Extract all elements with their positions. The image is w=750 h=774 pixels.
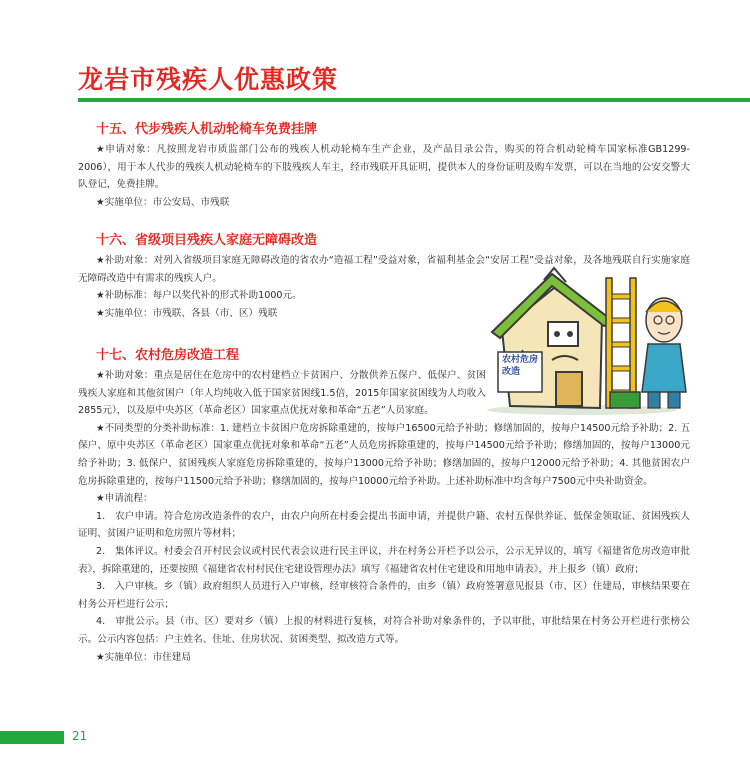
house-eye-right bbox=[567, 331, 573, 337]
section-17-step-2: 2. 集体评议。村委会召开村民会议或村民代表会议进行民主评议，并在村务公开栏予以公示，公示无异议的，填写《福建省危房改造审批表》，拆除重建的，还要按照《福建省农村村民住宅建设管理办法》填写《福建省农村住宅建设和用地申请表》，并上报乡（镇）政府； bbox=[78, 545, 690, 575]
house-window bbox=[548, 322, 578, 346]
section-17-step-3: 3. 入户审核。乡（镇）政府组织人员进行入户审核，经审核符合条件的，由乡（镇）政府签署意见报县（市、区）住建局，审核结果要在村务公开栏进行公示； bbox=[78, 581, 690, 610]
renovation-sign-text-wrap bbox=[498, 352, 542, 392]
section-16-agency: ★实施单位：市残联、各县（市、区）残联 bbox=[96, 307, 278, 319]
section-17-standards: ★不同类型的分类补助标准：1. 建档立卡贫困户危房拆除重建的，按每户16500元给予补助；修缮加固的，按每户14500元给予补助；2. 五保户、原中央苏区（革命老区）国家重点优抚对象和革命“五老”人员危房拆除重建的，按每户14500元给予补助；修缮加固的，按每户13000元给予补助；3. 低保户、贫困残疾人家庭危房拆除重建的，按每户13000元给予补助；修缮加固的，按每户12000元给予补助；4. 其他贫困农户危房拆除重建的，按每户11500元给予补助；修缮加固的，按每户10000元给予补助。上述补助标准中均含每户7500元中央补助资金。 bbox=[78, 422, 690, 487]
house-door bbox=[556, 372, 582, 406]
section-15 bbox=[78, 118, 690, 211]
section-17-agency: ★实施单位：市住建局 bbox=[96, 651, 191, 663]
toolbox bbox=[610, 392, 640, 408]
page-title: 龙岩市残疾人优惠政策 bbox=[78, 65, 339, 94]
section-17-step-4: 4. 审批公示。县（市、区）要对乡（镇）上报的材料进行复核，对符合补助对象条件的，予以审批，审批结果在村务公开栏进行张榜公示。公示内容包括：户主姓名、住址、住房状况、贫困类型、拟改造方式等。 bbox=[78, 616, 690, 645]
section-17-step-1: 1. 农户申请。符合危房改造条件的农户，由农户向所在村委会提出书面申请，并提供户籍、农村五保供养证、低保金领取证、贫困残疾人证明、贫困户证明和危房照片等材料； bbox=[78, 510, 690, 540]
section-15-agency: ★实施单位：市公安局、市残联 bbox=[96, 196, 230, 208]
section-17-process-title: ★申请流程： bbox=[96, 493, 153, 505]
worker-figure bbox=[642, 298, 686, 408]
title-divider bbox=[78, 98, 750, 102]
section-15-heading: 十五、代步残疾人机动轮椅车免费挂牌 bbox=[96, 122, 318, 137]
section-15-applicant: ★申请对象：凡按照龙岩市质监部门公布的残疾人机动轮椅车生产企业，及产品目录公告，购买的符合机动轮椅车国家标准GB1299-2006），用于本人代步的残疾人机动轮椅车的下肢残疾人车主，经市残联开具证明，提供本人的身份证明及购车发票，可以在当地的公安交警大队登记，免费挂牌。 bbox=[78, 144, 690, 191]
renovation-sign-text: 农村危房改造 bbox=[502, 355, 539, 377]
section-16-target: ★补助对象：对列入省级项目家庭无障碍改造的省农办“造福工程”受益对象，省福利基金会“安居工程”受益对象，及各地残联自行实施家庭无障碍改造中有需求的残疾人户。 bbox=[78, 255, 690, 284]
section-17-heading: 十七、农村危房改造工程 bbox=[96, 348, 240, 363]
page-number: 21 bbox=[72, 729, 88, 743]
page-number-bar bbox=[0, 731, 64, 744]
section-16-standard: ★补助标准：每户以奖代补的形式补助1000元。 bbox=[96, 290, 302, 302]
house-renovation-illustration bbox=[482, 260, 702, 416]
ladder bbox=[606, 278, 636, 408]
section-16-heading: 十六、省级项目残疾人家庭无障碍改造 bbox=[96, 233, 318, 248]
house-eye-left bbox=[554, 331, 560, 337]
section-17-target: ★补助对象：重点是居住在危房中的农村建档立卡贫困户、分散供养五保户、低保户、贫困残疾人家庭和其他贫困户（年人均纯收入低于国家贫困线1.5倍，2015年国家贫困线为人均收入2855元），以及原中央苏区（革命老区）国家重点优抚对象和革命“五老”人员家庭。 bbox=[78, 370, 486, 417]
